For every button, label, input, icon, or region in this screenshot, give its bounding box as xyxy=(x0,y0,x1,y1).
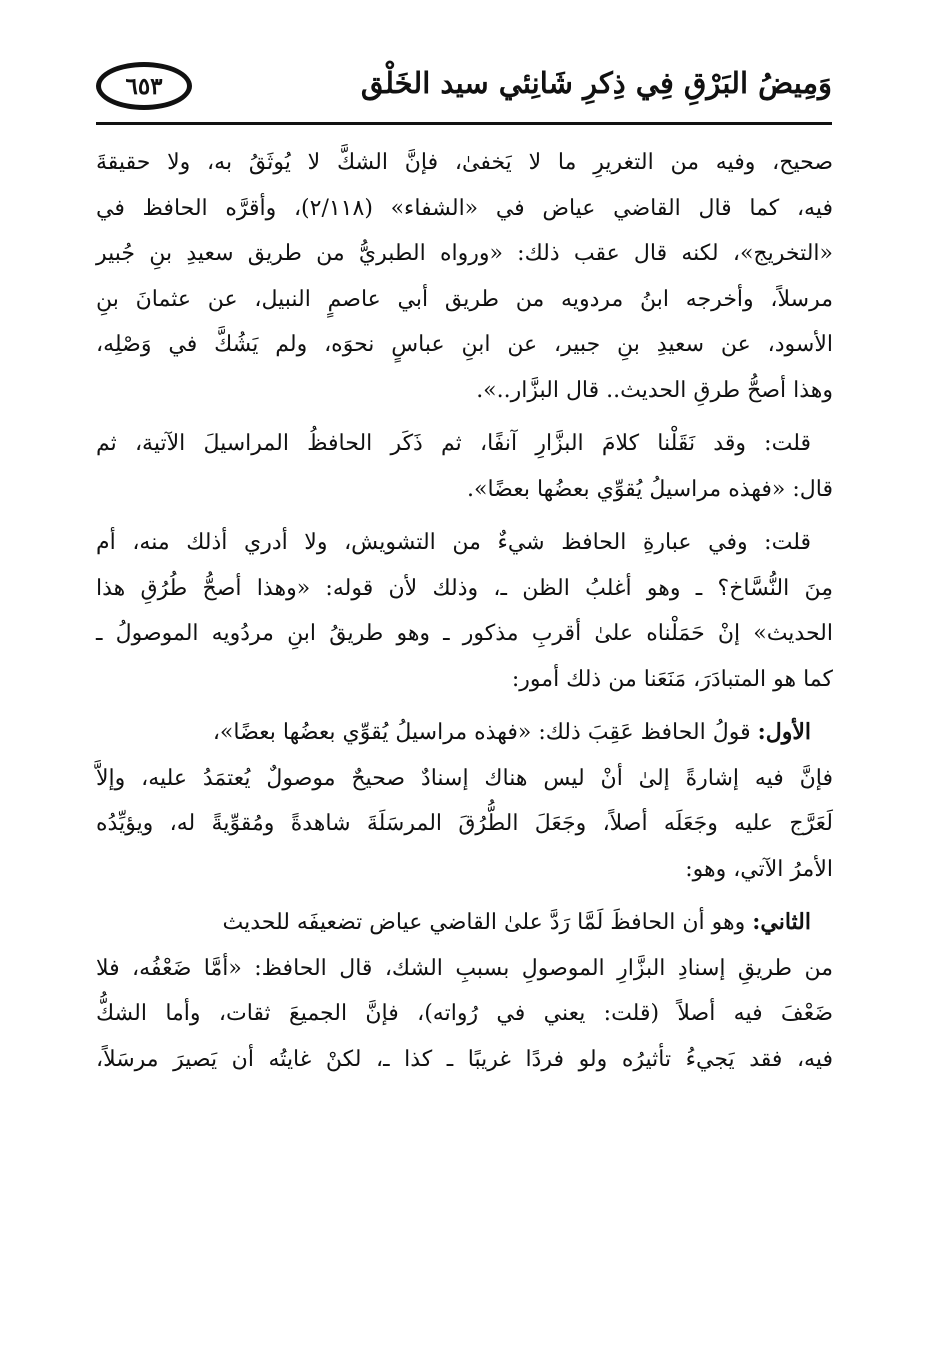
text-line xyxy=(96,710,833,756)
paragraph-5 xyxy=(96,900,833,1082)
text-line: لَعَرَّج عليه وجَعَلَه أصلاً، وجَعَلَ الطُّرُقَ المرسَلَةَ شاهدةً ومُقوِّيةً له، ويؤيِّدُه xyxy=(96,811,833,836)
page-number-text: ٦٥٣ xyxy=(125,72,163,100)
paragraph-3 xyxy=(96,520,833,702)
paragraph-4 xyxy=(96,710,833,892)
text-line: قال: «فهذه مراسيلُ يُقوِّي بعضُها بعضًا». xyxy=(466,476,833,502)
text-line xyxy=(96,900,833,946)
text-line: كما هو المتبادَرَ، مَنَعَنا من ذلك أمور: xyxy=(511,666,833,692)
text-line: الأسود، عن سعيدِ بنِ جبير، عن ابنِ عباسٍ نحوَه، ولم يَشُكَّ في وَصْلِه، xyxy=(96,332,833,357)
page-number xyxy=(96,62,192,110)
point-label: الأول: xyxy=(757,719,811,745)
text-line: الأمرُ الآتي، وهو: xyxy=(685,856,833,882)
text-line: صحيح، وفيه من التغريرِ ما لا يَخفىٰ، فإنَّ الشكَّ لا يُوثَقُ به، ولا حقيقةَ xyxy=(96,150,833,175)
header-divider xyxy=(96,122,832,125)
text-run: قولُ الحافظ عَقِبَ ذلك: «فهذه مراسيلُ يُقوِّي بعضُها بعضًا»، xyxy=(212,720,758,745)
text-line: مِنَ النُّسَّاخ؟ ـ وهو أغلبُ الظن ـ، وذلك لأن قوله: «وهذا أصحُّ طُرُقِ هذا xyxy=(96,575,833,601)
running-title: وَمِيضُ البَرْقِ فِي ذِكرِ شَانِئي سيد الخَلْق xyxy=(360,66,832,100)
text-line: قلت: وفي عبارةِ الحافظ شيءٌ من التشويش، ولا أدري أذلك منه، أم xyxy=(96,530,811,555)
text-line: ضَعْفَ فيه أصلاً (قلت: يعني في رُواته)، فإنَّ الجميعَ ثقات، وأما الشكُّ xyxy=(96,1001,833,1026)
text-line: فيه، فقد يَجيءُ تأثيرُه ولو فردًا غريبًا ـ كذا ـ، لكنْ غايتُه أن يَصيرَ مرسَلاً، xyxy=(96,1046,833,1072)
text-line: فيه، كما قال القاضي عياض في «الشفاء» (٢/١١٨)، وأقرَّه الحافظ في xyxy=(96,195,833,221)
text-line: مرسلاً، وأخرجه ابنُ مردويه من طريق أبي عاصمٍ النبيل، عن عثمانَ بنِ xyxy=(96,286,833,312)
paragraph-1 xyxy=(96,140,833,413)
text-line: «التخريج»، لكنه قال عقب ذلك: «ورواه الطبريُّ من طريق سعيدِ بنِ جُبير xyxy=(96,241,833,266)
text-line: الحديث» إنْ حَمَلْناه علىٰ أقربِ مذكور ـ وهو طريقُ ابنِ مردُويه الموصولُ ـ xyxy=(96,621,833,646)
point-label: الثاني: xyxy=(752,909,811,935)
text-run: وهو أن الحافظَ لَمَّا رَدَّ علىٰ القاضي عياض تضعيفَه للحديث xyxy=(222,910,753,935)
text-line: من طريقِ إسنادِ البزَّارِ الموصولِ بسببِ الشك، قال الحافظ: «أمَّا ضَعْفُه، فلا xyxy=(96,955,833,981)
paragraph-2 xyxy=(96,421,833,512)
text-line: فإنَّ فيه إشارةً إلىٰ أنْ ليس هناك إسنادٌ صحيحٌ موصولٌ يُعتمَدُ عليه، وإلاَّ xyxy=(96,765,833,791)
running-header xyxy=(96,58,832,134)
body-text xyxy=(96,140,833,1090)
text-line: وهذا أصحُّ طرقِ الحديث.. قال البزَّار..». xyxy=(476,377,833,403)
text-line: قلت: وقد نَقَلْنا كلامَ البزَّارِ آنفًا، ثم ذَكَر الحافظُ المراسيلَ الآتية، ثم xyxy=(96,431,811,456)
